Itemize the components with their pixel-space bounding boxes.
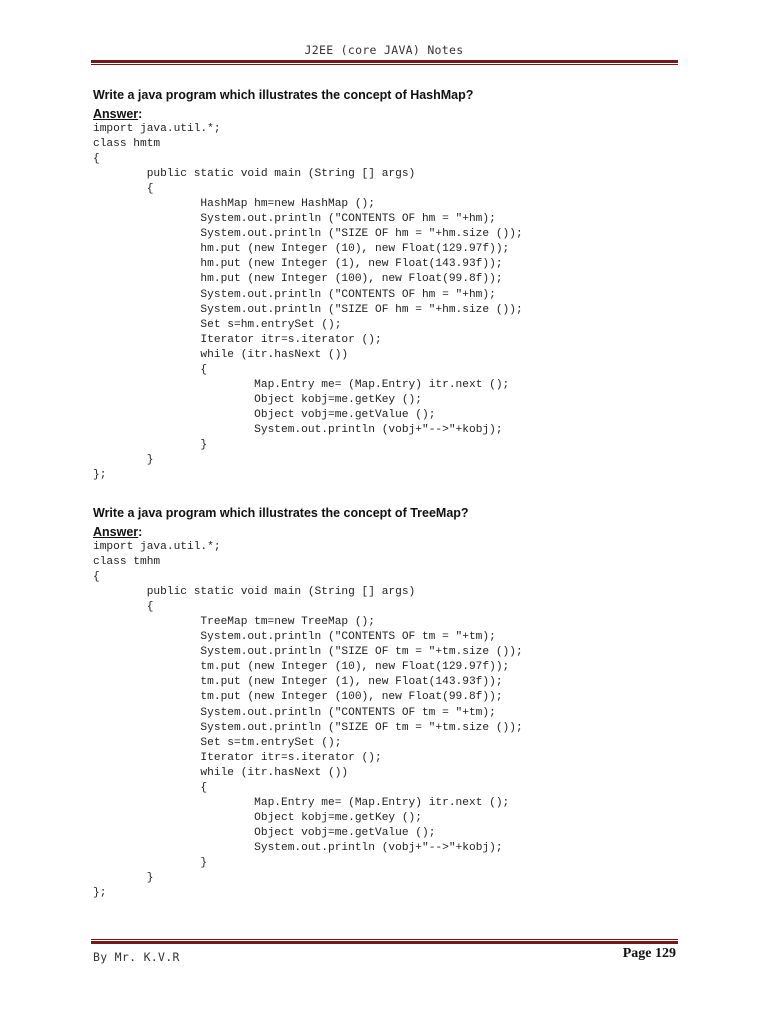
hashmap-answer-label: Answer [93, 107, 139, 121]
page-number: Page 129 [622, 946, 676, 961]
header-rule [91, 60, 678, 65]
treemap-answer-colon: : [138, 525, 143, 539]
hashmap-question: Write a java program which illustrates the concept of HashMap? [93, 88, 474, 102]
header-rule-thick [91, 60, 678, 63]
treemap-question: Write a java program which illustrates the concept of TreeMap? [93, 506, 469, 520]
footer-rule [91, 939, 678, 944]
footer-rule-thick [91, 941, 678, 944]
treemap-answer-heading [93, 524, 683, 540]
hashmap-answer-colon: : [138, 107, 143, 121]
hashmap-answer-heading [93, 106, 683, 122]
hashmap-code-block: import java.util.*; class hmtm { public static void main (String [] args) { HashMap hm=new HashMap (); System.out.println ("CONTENTS OF hm = "+hm); System.out.println ("SIZE OF hm = "+hm.size ()); hm.put (new Integer (10), new Float(129.97f)); hm.put (new Integer (1), new Float(143.93f)); hm.put (new Integer (100), new Float(99.8f)); System.out.println ("CONTENTS OF hm = "+hm); System.out.println ("SIZE OF hm = "+hm.size ()); Set s=hm.entrySet (); Iterator itr=s.iterator (); while (itr.hasNext ()) { Map.Entry me= (Map.Entry) itr.next (); Object kobj=me.getKey (); Object vobj=me.getValue (); System.out.println (vobj+"-->"+kobj); } } }; [93, 123, 523, 482]
page-header-title: J2EE (core JAVA) Notes [304, 43, 464, 57]
treemap-code-block: import java.util.*; class tmhm { public static void main (String [] args) { TreeMap tm=new TreeMap (); System.out.println ("CONTENTS OF tm = "+tm); System.out.println ("SIZE OF tm = "+tm.size ()); tm.put (new Integer (10), new Float(129.97f)); tm.put (new Integer (1), new Float(143.93f)); tm.put (new Integer (100), new Float(99.8f)); System.out.println ("CONTENTS OF tm = "+tm); System.out.println ("SIZE OF tm = "+tm.size ()); Set s=tm.entrySet (); Iterator itr=s.iterator (); while (itr.hasNext ()) { Map.Entry me= (Map.Entry) itr.next (); Object kobj=me.getKey (); Object vobj=me.getValue (); System.out.println (vobj+"-->"+kobj); } } }; [93, 541, 523, 900]
treemap-section [93, 505, 683, 901]
hashmap-section [93, 87, 683, 483]
footer-rule-thin [91, 939, 678, 940]
header-rule-thin [91, 64, 678, 65]
treemap-answer-label: Answer [93, 525, 139, 539]
footer-author: By Mr. K.V.R [93, 950, 180, 964]
